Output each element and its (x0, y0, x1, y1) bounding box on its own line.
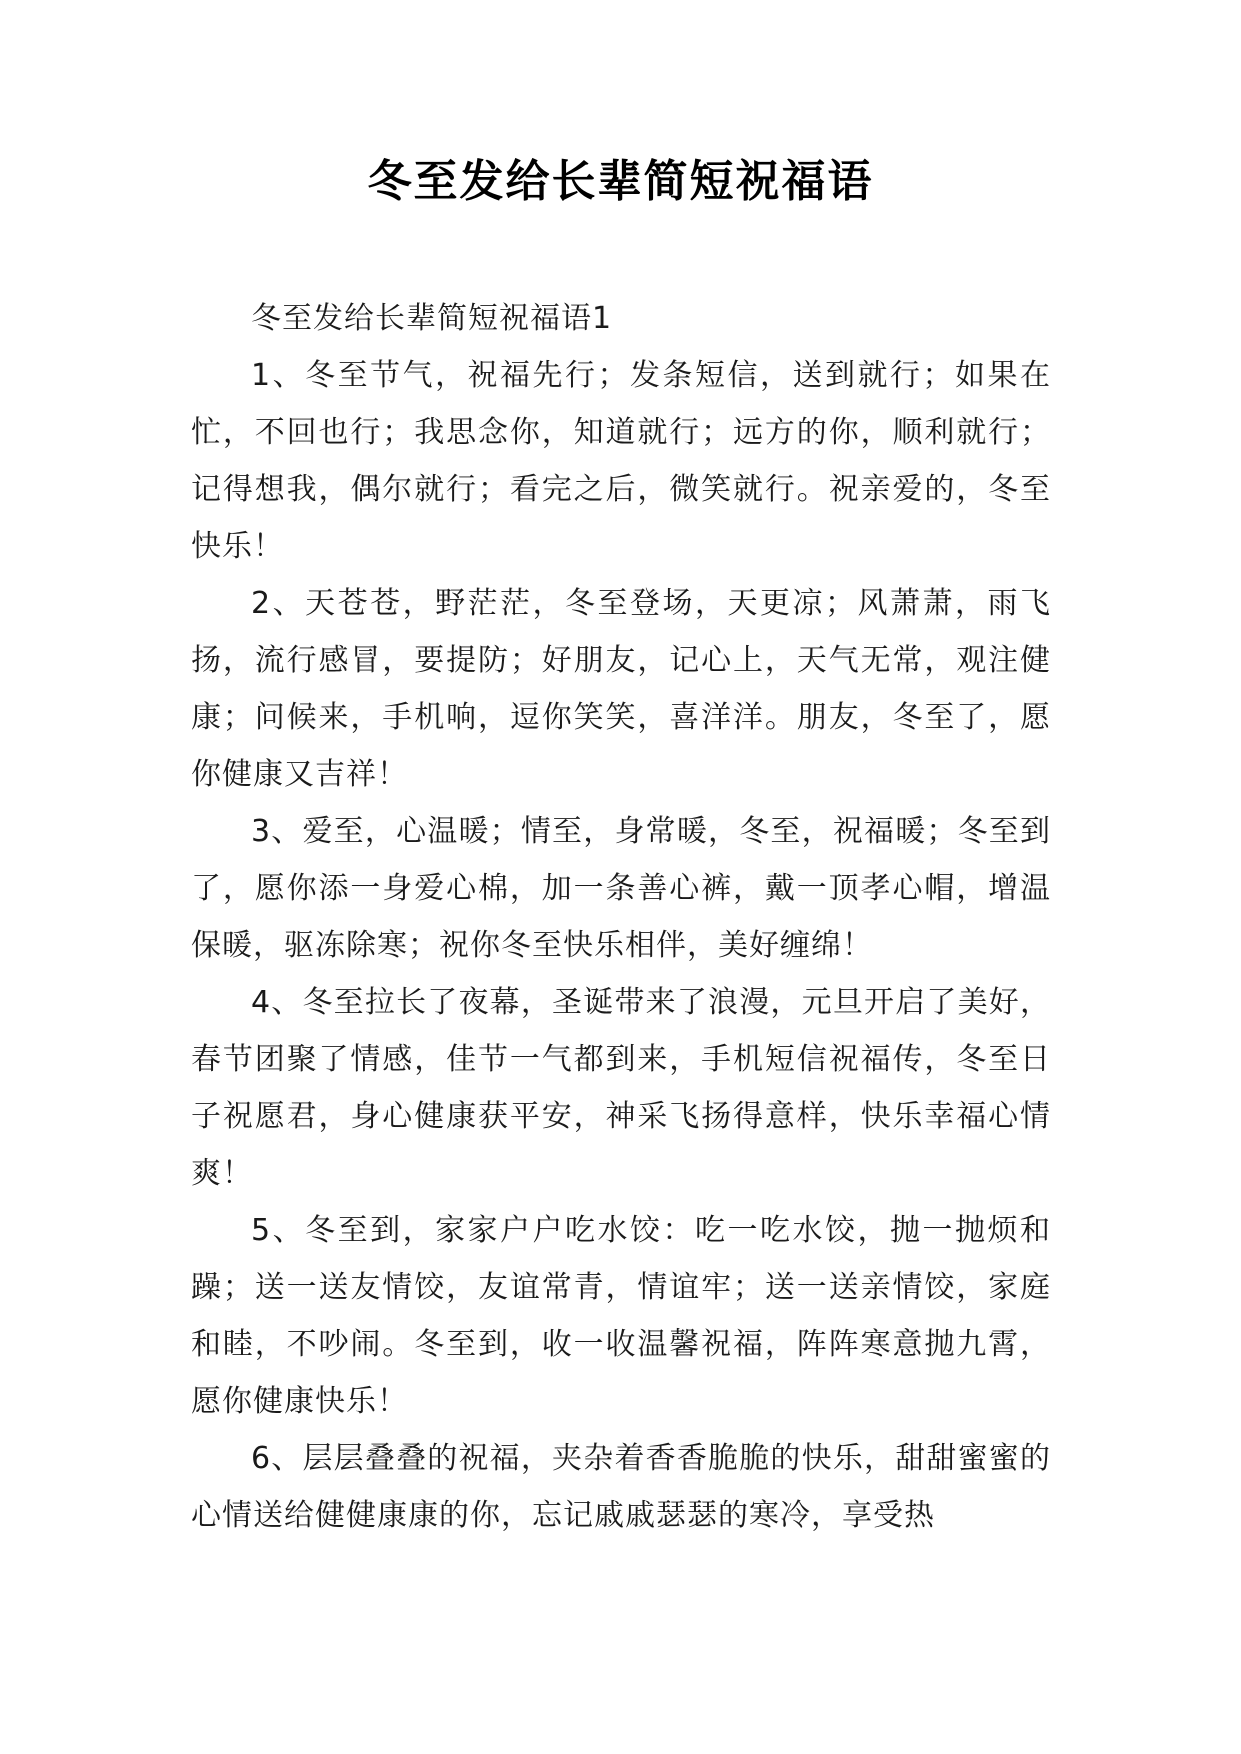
paragraph-3: 3、爱至，心温暖；情至，身常暖，冬至，祝福暖；冬至到了，愿你添一身爱心棉，加一条善心裤，戴一顶孝心帽，增温保暖，驱冻除寒；祝你冬至快乐相伴，美好缠绵！ (191, 814, 1051, 963)
paragraph-2: 2、天苍苍，野茫茫，冬至登场，天更凉；风萧萧，雨飞扬，流行感冒，要提防；好朋友，记心上，天气无常，观注健康；问候来，手机响，逗你笑笑，喜洋洋。朋友，冬至了，愿你健康又吉祥！ (191, 586, 1051, 792)
document-body (191, 290, 1051, 1544)
paragraph-5: 5、冬至到，家家户户吃水饺：吃一吃水饺，抛一抛烦和躁；送一送友情饺，友谊常青，情谊牢；送一送亲情饺，家庭和睦，不吵闹。冬至到，收一收温馨祝福，阵阵寒意抛九霄，愿你健康快乐！ (191, 1213, 1051, 1419)
paragraph-4: 4、冬至拉长了夜幕，圣诞带来了浪漫，元旦开启了美好，春节团聚了情感，佳节一气都到来，手机短信祝福传，冬至日子祝愿君，身心健康获平安，神采飞扬得意样，快乐幸福心情爽！ (191, 985, 1051, 1191)
document-subtitle: 冬至发给长辈简短祝福语1 (251, 301, 613, 336)
paragraph-1: 1、冬至节气，祝福先行；发条短信，送到就行；如果在忙，不回也行；我思念你，知道就行；远方的你，顺利就行；记得想我，偶尔就行；看完之后，微笑就行。祝亲爱的，冬至快乐！ (191, 358, 1051, 564)
document-title: 冬至发给长辈简短祝福语 (367, 156, 874, 207)
paragraph-6: 6、层层叠叠的祝福，夹杂着香香脆脆的快乐，甜甜蜜蜜的心情送给健健康康的你，忘记戚戚瑟瑟的寒冷，享受热 (191, 1441, 1051, 1533)
